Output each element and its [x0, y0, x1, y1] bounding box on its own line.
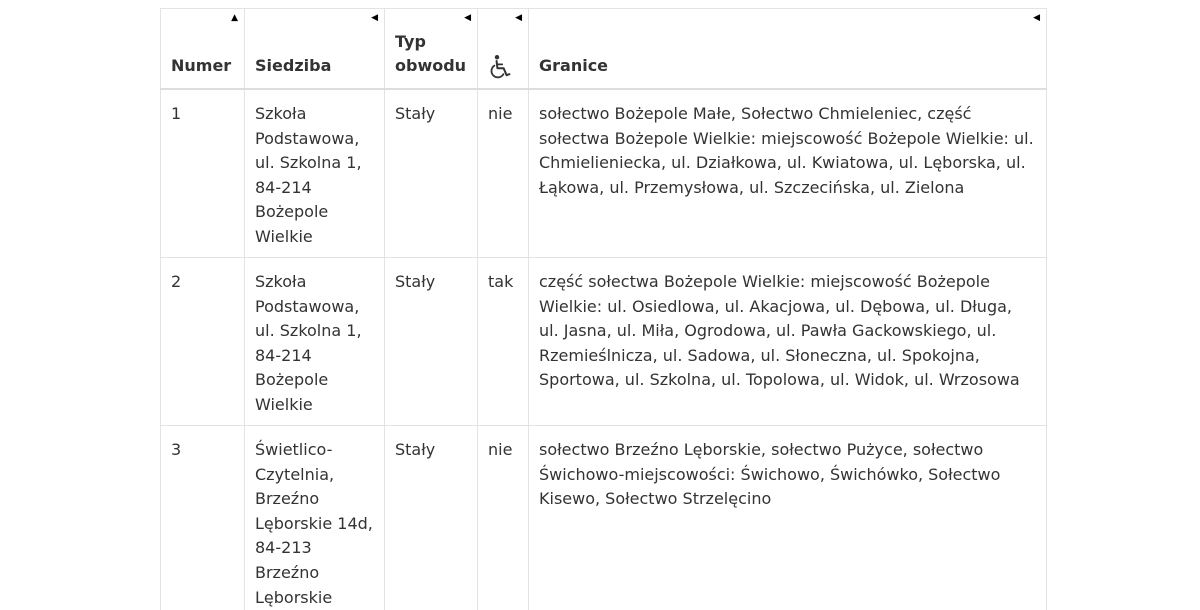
cell-seat: Szkoła Podstawowa, ul. Szkolna 1, 84-214 Bożepole Wielkie: [245, 89, 385, 258]
sort-unsorted-icon[interactable]: ◀: [371, 13, 378, 23]
cell-accessible: tak: [478, 258, 529, 426]
cell-number: 2: [161, 258, 245, 426]
table-row: [161, 89, 1047, 258]
cell-seat: Świetlico-Czytelnia, Brzeźno Lęborskie 14d, 84-213 Brzeźno Lęborskie: [245, 426, 385, 610]
cell-boundaries: część sołectwa Bożepole Wielkie: miejscowość Bożepole Wielkie: ul. Osiedlowa, ul. Akacjowa, ul. Dębowa, ul. Długa, ul. Jasna, ul. Miła, Ogrodowa, ul. Pawła Gackowskiego, ul. Rzemieślnicza, ul. Sadowa, ul. Słoneczna, ul. Spokojna, Sportowa, ul. Szkolna, ul. Topolowa, ul. Widok, ul. Wrzosowa: [529, 258, 1047, 426]
cell-seat: Szkoła Podstawowa, ul. Szkolna 1, 84-214 Bożepole Wielkie: [245, 258, 385, 426]
table-header: [161, 9, 1047, 90]
column-header-type[interactable]: [385, 9, 478, 90]
sort-unsorted-icon[interactable]: ◀: [464, 13, 471, 23]
cell-type: Stały: [385, 426, 478, 610]
table-row: [161, 426, 1047, 610]
cell-type: Stały: [385, 89, 478, 258]
sort-ascending-icon[interactable]: ▲: [231, 13, 238, 23]
column-header-accessible[interactable]: [478, 9, 529, 90]
cell-accessible: nie: [478, 426, 529, 610]
column-header-seat-label: Siedziba: [255, 56, 332, 75]
wheelchair-icon: [488, 54, 512, 80]
column-header-type-label: Typ obwodu: [395, 32, 467, 75]
sort-unsorted-icon[interactable]: ◀: [1033, 13, 1040, 23]
cell-type: Stały: [385, 258, 478, 426]
column-header-number[interactable]: [161, 9, 245, 90]
sort-unsorted-icon[interactable]: ◀: [515, 13, 522, 23]
column-header-seat[interactable]: [245, 9, 385, 90]
table-row: [161, 258, 1047, 426]
cell-boundaries: sołectwo Bożepole Małe, Sołectwo Chmieleniec, część sołectwa Bożepole Wielkie: miejscowość Bożepole Wielkie: ul. Chmielieniecka, ul. Działkowa, ul. Kwiatowa, ul. Lęborska, ul. Łąkowa, ul. Przemysłowa, ul. Szczecińska, ul. Zielona: [529, 89, 1047, 258]
cell-boundaries: sołectwo Brzeźno Lęborskie, sołectwo Pużyce, sołectwo Świchowo-miejscowości: Świchowo, Świchówko, Sołectwo Kisewo, Sołectwo Strzelęcino: [529, 426, 1047, 610]
cell-number: 3: [161, 426, 245, 610]
header-row: [161, 9, 1047, 90]
column-header-number-label: Numer: [171, 56, 232, 75]
cell-accessible: nie: [478, 89, 529, 258]
column-header-boundaries-label: Granice: [539, 56, 609, 75]
cell-number: 1: [161, 89, 245, 258]
table-body: [161, 89, 1047, 610]
column-header-boundaries[interactable]: [529, 9, 1047, 90]
election-districts-table: [160, 8, 1047, 610]
